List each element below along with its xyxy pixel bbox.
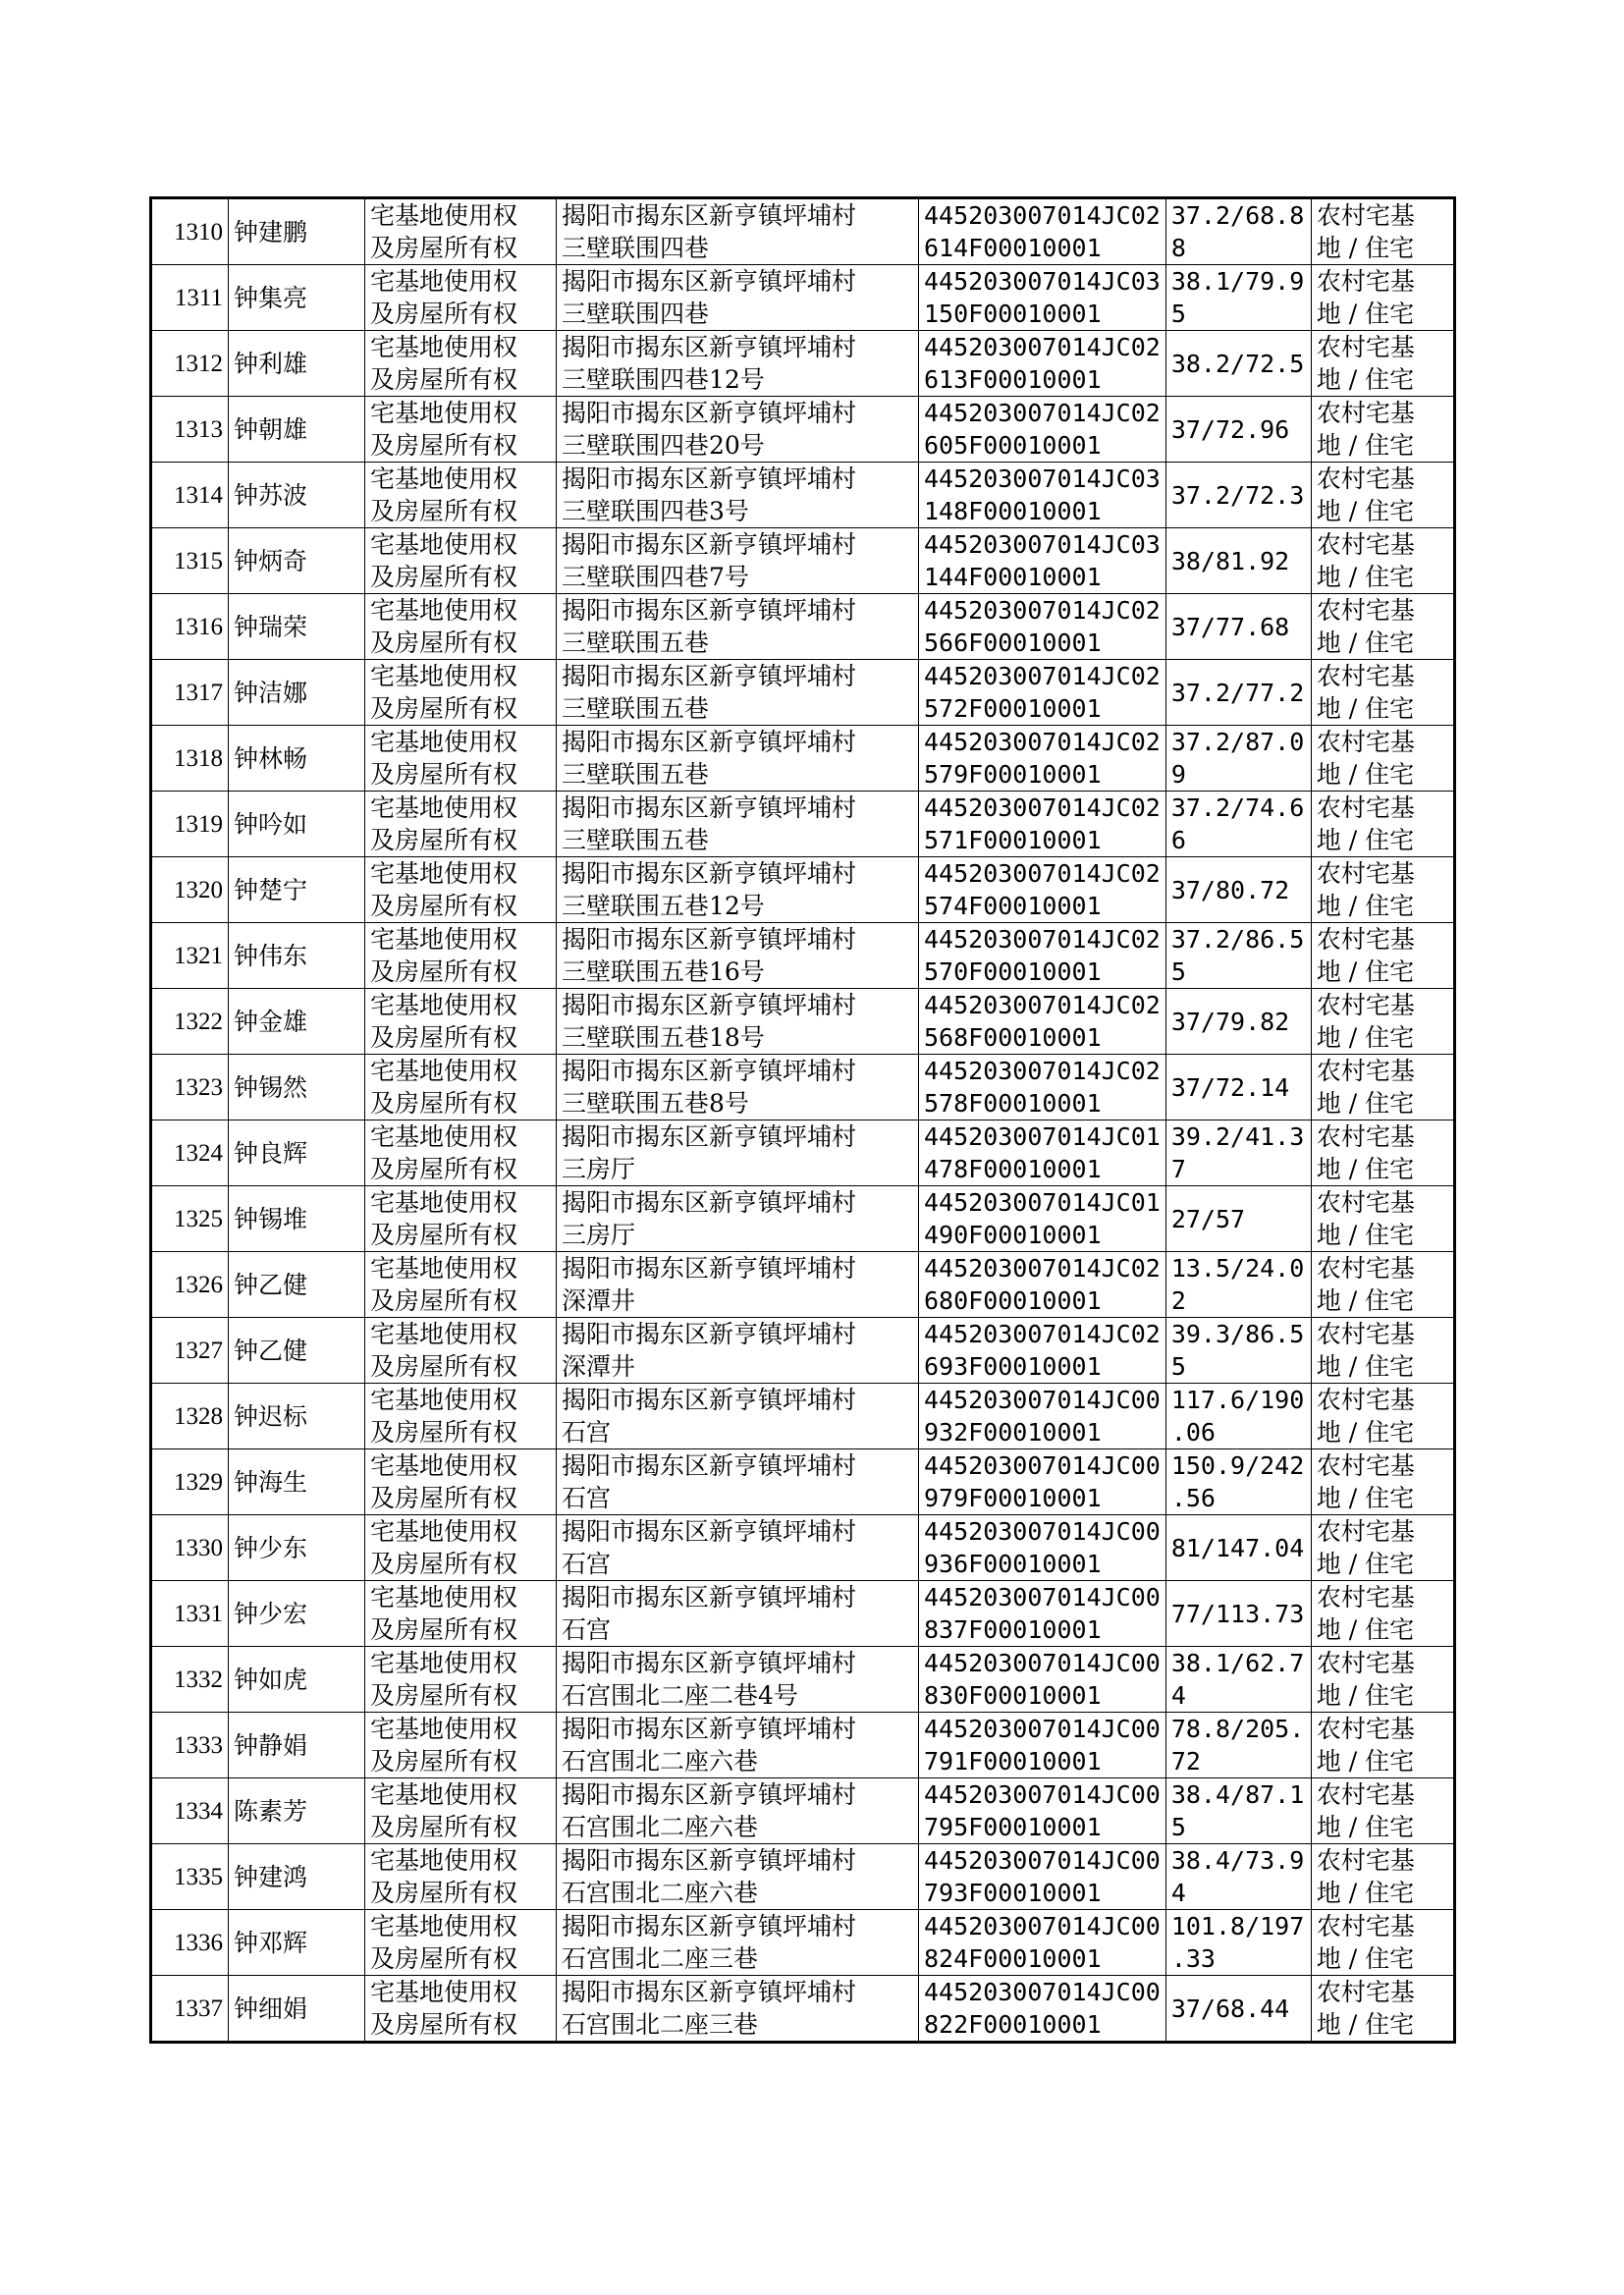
owner-name-cell: 钟邓辉 — [229, 1910, 365, 1976]
unit-code-cell: 445203007014JC02 614F00010001 — [919, 198, 1166, 265]
owner-name-cell: 钟朝雄 — [229, 397, 365, 463]
table-row — [151, 594, 1455, 660]
area-cell: 37/72.14 — [1165, 1055, 1311, 1120]
land-use-cell: 农村宅基 地 / 住宅 — [1311, 1120, 1454, 1186]
record-number-cell: 1310 — [151, 198, 229, 265]
land-use-cell: 农村宅基 地 / 住宅 — [1311, 1976, 1454, 2043]
owner-name-cell: 钟良辉 — [229, 1120, 365, 1186]
area-cell: 37/80.72 — [1165, 857, 1311, 923]
address-cell: 揭阳市揭东区新亨镇坪埔村 深潭井 — [557, 1252, 919, 1318]
record-number-cell: 1322 — [151, 989, 229, 1055]
unit-code-cell: 445203007014JC02 566F00010001 — [919, 594, 1166, 660]
area-cell: 81/147.04 — [1165, 1515, 1311, 1581]
address-cell: 揭阳市揭东区新亨镇坪埔村 三壁联围五巷 — [557, 660, 919, 726]
unit-code-cell: 445203007014JC00 793F00010001 — [919, 1844, 1166, 1910]
address-cell: 揭阳市揭东区新亨镇坪埔村 三壁联围五巷12号 — [557, 857, 919, 923]
land-use-cell: 农村宅基 地 / 住宅 — [1311, 1647, 1454, 1713]
address-cell: 揭阳市揭东区新亨镇坪埔村 石宫围北二座三巷 — [557, 1910, 919, 1976]
area-cell: 38.1/62.7 4 — [1165, 1647, 1311, 1713]
record-number-cell: 1319 — [151, 792, 229, 857]
table-row — [151, 1384, 1455, 1449]
table-row — [151, 923, 1455, 989]
unit-code-cell: 445203007014JC02 570F00010001 — [919, 923, 1166, 989]
right-type-cell: 宅基地使用权 及房屋所有权 — [365, 1449, 557, 1515]
table-row — [151, 1252, 1455, 1318]
right-type-cell: 宅基地使用权 及房屋所有权 — [365, 1384, 557, 1449]
record-number-cell: 1329 — [151, 1449, 229, 1515]
unit-code-cell: 445203007014JC00 830F00010001 — [919, 1647, 1166, 1713]
record-number-cell: 1315 — [151, 528, 229, 594]
land-use-cell: 农村宅基 地 / 住宅 — [1311, 660, 1454, 726]
right-type-cell: 宅基地使用权 及房屋所有权 — [365, 1910, 557, 1976]
record-number-cell: 1327 — [151, 1318, 229, 1384]
record-number-cell: 1333 — [151, 1713, 229, 1778]
unit-code-cell: 445203007014JC00 795F00010001 — [919, 1778, 1166, 1844]
land-use-cell: 农村宅基 地 / 住宅 — [1311, 726, 1454, 792]
table-row — [151, 1778, 1455, 1844]
land-use-cell: 农村宅基 地 / 住宅 — [1311, 1713, 1454, 1778]
owner-name-cell: 钟少宏 — [229, 1581, 365, 1647]
owner-name-cell: 钟锡堆 — [229, 1186, 365, 1252]
address-cell: 揭阳市揭东区新亨镇坪埔村 三壁联围四巷 — [557, 198, 919, 265]
area-cell: 27/57 — [1165, 1186, 1311, 1252]
right-type-cell: 宅基地使用权 及房屋所有权 — [365, 1055, 557, 1120]
table-row — [151, 331, 1455, 397]
area-cell: 38.4/73.9 4 — [1165, 1844, 1311, 1910]
land-use-cell: 农村宅基 地 / 住宅 — [1311, 265, 1454, 331]
area-cell: 38.1/79.9 5 — [1165, 265, 1311, 331]
table-row — [151, 1318, 1455, 1384]
address-cell: 揭阳市揭东区新亨镇坪埔村 石宫围北二座三巷 — [557, 1976, 919, 2043]
table-row — [151, 857, 1455, 923]
table-row — [151, 397, 1455, 463]
land-use-cell: 农村宅基 地 / 住宅 — [1311, 792, 1454, 857]
unit-code-cell: 445203007014JC00 979F00010001 — [919, 1449, 1166, 1515]
land-use-cell: 农村宅基 地 / 住宅 — [1311, 1515, 1454, 1581]
address-cell: 揭阳市揭东区新亨镇坪埔村 三壁联围四巷7号 — [557, 528, 919, 594]
record-number-cell: 1326 — [151, 1252, 229, 1318]
owner-name-cell: 钟海生 — [229, 1449, 365, 1515]
right-type-cell: 宅基地使用权 及房屋所有权 — [365, 1318, 557, 1384]
record-number-cell: 1312 — [151, 331, 229, 397]
table-row — [151, 265, 1455, 331]
right-type-cell: 宅基地使用权 及房屋所有权 — [365, 1515, 557, 1581]
address-cell: 揭阳市揭东区新亨镇坪埔村 三壁联围五巷16号 — [557, 923, 919, 989]
area-cell: 117.6/190 .06 — [1165, 1384, 1311, 1449]
owner-name-cell: 钟洁娜 — [229, 660, 365, 726]
unit-code-cell: 445203007014JC02 680F00010001 — [919, 1252, 1166, 1318]
owner-name-cell: 钟静娟 — [229, 1713, 365, 1778]
right-type-cell: 宅基地使用权 及房屋所有权 — [365, 792, 557, 857]
table-row — [151, 1910, 1455, 1976]
record-number-cell: 1311 — [151, 265, 229, 331]
record-number-cell: 1324 — [151, 1120, 229, 1186]
record-number-cell: 1316 — [151, 594, 229, 660]
address-cell: 揭阳市揭东区新亨镇坪埔村 三壁联围五巷 — [557, 792, 919, 857]
right-type-cell: 宅基地使用权 及房屋所有权 — [365, 857, 557, 923]
owner-name-cell: 钟集亮 — [229, 265, 365, 331]
unit-code-cell: 445203007014JC02 574F00010001 — [919, 857, 1166, 923]
right-type-cell: 宅基地使用权 及房屋所有权 — [365, 594, 557, 660]
address-cell: 揭阳市揭东区新亨镇坪埔村 石宫 — [557, 1384, 919, 1449]
owner-name-cell: 钟乙健 — [229, 1318, 365, 1384]
table-row — [151, 1449, 1455, 1515]
record-number-cell: 1317 — [151, 660, 229, 726]
land-use-cell: 农村宅基 地 / 住宅 — [1311, 1910, 1454, 1976]
right-type-cell: 宅基地使用权 及房屋所有权 — [365, 265, 557, 331]
table-row — [151, 463, 1455, 528]
unit-code-cell: 445203007014JC02 571F00010001 — [919, 792, 1166, 857]
land-use-cell: 农村宅基 地 / 住宅 — [1311, 594, 1454, 660]
right-type-cell: 宅基地使用权 及房屋所有权 — [365, 660, 557, 726]
unit-code-cell: 445203007014JC01 478F00010001 — [919, 1120, 1166, 1186]
right-type-cell: 宅基地使用权 及房屋所有权 — [365, 1976, 557, 2043]
owner-name-cell: 钟如虎 — [229, 1647, 365, 1713]
address-cell: 揭阳市揭东区新亨镇坪埔村 石宫围北二座六巷 — [557, 1844, 919, 1910]
record-number-cell: 1335 — [151, 1844, 229, 1910]
unit-code-cell: 445203007014JC02 579F00010001 — [919, 726, 1166, 792]
area-cell: 38.2/72.5 — [1165, 331, 1311, 397]
land-use-cell: 农村宅基 地 / 住宅 — [1311, 1252, 1454, 1318]
owner-name-cell: 钟迟标 — [229, 1384, 365, 1449]
owner-name-cell: 钟苏波 — [229, 463, 365, 528]
address-cell: 揭阳市揭东区新亨镇坪埔村 三壁联围五巷18号 — [557, 989, 919, 1055]
area-cell: 37/68.44 — [1165, 1976, 1311, 2043]
area-cell: 37.2/68.8 8 — [1165, 198, 1311, 265]
unit-code-cell: 445203007014JC02 568F00010001 — [919, 989, 1166, 1055]
record-number-cell: 1314 — [151, 463, 229, 528]
unit-code-cell: 445203007014JC03 144F00010001 — [919, 528, 1166, 594]
table-row — [151, 726, 1455, 792]
table-body — [151, 198, 1455, 2043]
right-type-cell: 宅基地使用权 及房屋所有权 — [365, 1581, 557, 1647]
owner-name-cell: 钟乙健 — [229, 1252, 365, 1318]
table-row — [151, 660, 1455, 726]
area-cell: 37/77.68 — [1165, 594, 1311, 660]
record-number-cell: 1318 — [151, 726, 229, 792]
right-type-cell: 宅基地使用权 及房屋所有权 — [365, 528, 557, 594]
address-cell: 揭阳市揭东区新亨镇坪埔村 三房厅 — [557, 1120, 919, 1186]
record-number-cell: 1336 — [151, 1910, 229, 1976]
record-number-cell: 1323 — [151, 1055, 229, 1120]
unit-code-cell: 445203007014JC02 613F00010001 — [919, 331, 1166, 397]
record-number-cell: 1321 — [151, 923, 229, 989]
table-row — [151, 792, 1455, 857]
area-cell: 13.5/24.0 2 — [1165, 1252, 1311, 1318]
unit-code-cell: 445203007014JC00 824F00010001 — [919, 1910, 1166, 1976]
owner-name-cell: 钟细娟 — [229, 1976, 365, 2043]
land-use-cell: 农村宅基 地 / 住宅 — [1311, 1384, 1454, 1449]
owner-name-cell: 钟锡然 — [229, 1055, 365, 1120]
table-row — [151, 1844, 1455, 1910]
address-cell: 揭阳市揭东区新亨镇坪埔村 石宫 — [557, 1515, 919, 1581]
right-type-cell: 宅基地使用权 及房屋所有权 — [365, 1186, 557, 1252]
land-use-cell: 农村宅基 地 / 住宅 — [1311, 397, 1454, 463]
address-cell: 揭阳市揭东区新亨镇坪埔村 三壁联围四巷12号 — [557, 331, 919, 397]
land-use-cell: 农村宅基 地 / 住宅 — [1311, 857, 1454, 923]
owner-name-cell: 钟金雄 — [229, 989, 365, 1055]
right-type-cell: 宅基地使用权 及房屋所有权 — [365, 1120, 557, 1186]
area-cell: 150.9/242 .56 — [1165, 1449, 1311, 1515]
right-type-cell: 宅基地使用权 及房屋所有权 — [365, 1713, 557, 1778]
table-row — [151, 1581, 1455, 1647]
record-number-cell: 1332 — [151, 1647, 229, 1713]
table-row — [151, 198, 1455, 265]
address-cell: 揭阳市揭东区新亨镇坪埔村 三壁联围五巷8号 — [557, 1055, 919, 1120]
unit-code-cell: 445203007014JC02 605F00010001 — [919, 397, 1166, 463]
land-use-cell: 农村宅基 地 / 住宅 — [1311, 331, 1454, 397]
address-cell: 揭阳市揭东区新亨镇坪埔村 石宫 — [557, 1449, 919, 1515]
table-row — [151, 1713, 1455, 1778]
address-cell: 揭阳市揭东区新亨镇坪埔村 三壁联围五巷 — [557, 726, 919, 792]
right-type-cell: 宅基地使用权 及房屋所有权 — [365, 989, 557, 1055]
address-cell: 揭阳市揭东区新亨镇坪埔村 石宫围北二座六巷 — [557, 1778, 919, 1844]
area-cell: 39.3/86.5 5 — [1165, 1318, 1311, 1384]
area-cell: 78.8/205. 72 — [1165, 1713, 1311, 1778]
unit-code-cell: 445203007014JC02 572F00010001 — [919, 660, 1166, 726]
right-type-cell: 宅基地使用权 及房屋所有权 — [365, 397, 557, 463]
address-cell: 揭阳市揭东区新亨镇坪埔村 三壁联围四巷3号 — [557, 463, 919, 528]
unit-code-cell: 445203007014JC01 490F00010001 — [919, 1186, 1166, 1252]
record-number-cell: 1325 — [151, 1186, 229, 1252]
area-cell: 37.2/87.0 9 — [1165, 726, 1311, 792]
owner-name-cell: 陈素芳 — [229, 1778, 365, 1844]
owner-name-cell: 钟楚宁 — [229, 857, 365, 923]
unit-code-cell: 445203007014JC02 578F00010001 — [919, 1055, 1166, 1120]
owner-name-cell: 钟少东 — [229, 1515, 365, 1581]
owner-name-cell: 钟瑞荣 — [229, 594, 365, 660]
area-cell: 37.2/86.5 5 — [1165, 923, 1311, 989]
table-row — [151, 1055, 1455, 1120]
area-cell: 37.2/77.2 — [1165, 660, 1311, 726]
land-use-cell: 农村宅基 地 / 住宅 — [1311, 1186, 1454, 1252]
record-number-cell: 1313 — [151, 397, 229, 463]
area-cell: 37.2/74.6 6 — [1165, 792, 1311, 857]
table-row — [151, 989, 1455, 1055]
unit-code-cell: 445203007014JC00 932F00010001 — [919, 1384, 1166, 1449]
owner-name-cell: 钟吟如 — [229, 792, 365, 857]
owner-name-cell: 钟建鹏 — [229, 198, 365, 265]
record-number-cell: 1334 — [151, 1778, 229, 1844]
record-number-cell: 1330 — [151, 1515, 229, 1581]
unit-code-cell: 445203007014JC02 693F00010001 — [919, 1318, 1166, 1384]
area-cell: 38.4/87.1 5 — [1165, 1778, 1311, 1844]
land-use-cell: 农村宅基 地 / 住宅 — [1311, 463, 1454, 528]
area-cell: 38/81.92 — [1165, 528, 1311, 594]
unit-code-cell: 445203007014JC00 791F00010001 — [919, 1713, 1166, 1778]
table-row — [151, 1186, 1455, 1252]
owner-name-cell: 钟利雄 — [229, 331, 365, 397]
owner-name-cell: 钟建鸿 — [229, 1844, 365, 1910]
land-use-cell: 农村宅基 地 / 住宅 — [1311, 1449, 1454, 1515]
table-row — [151, 1515, 1455, 1581]
owner-name-cell: 钟林畅 — [229, 726, 365, 792]
unit-code-cell: 445203007014JC00 837F00010001 — [919, 1581, 1166, 1647]
area-cell: 37/72.96 — [1165, 397, 1311, 463]
area-cell: 39.2/41.3 7 — [1165, 1120, 1311, 1186]
land-use-cell: 农村宅基 地 / 住宅 — [1311, 1778, 1454, 1844]
unit-code-cell: 445203007014JC03 150F00010001 — [919, 265, 1166, 331]
table-row — [151, 1120, 1455, 1186]
area-cell: 101.8/197 .33 — [1165, 1910, 1311, 1976]
right-type-cell: 宅基地使用权 及房屋所有权 — [365, 923, 557, 989]
land-use-cell: 农村宅基 地 / 住宅 — [1311, 1318, 1454, 1384]
record-number-cell: 1320 — [151, 857, 229, 923]
address-cell: 揭阳市揭东区新亨镇坪埔村 石宫围北二座六巷 — [557, 1713, 919, 1778]
right-type-cell: 宅基地使用权 及房屋所有权 — [365, 331, 557, 397]
land-use-cell: 农村宅基 地 / 住宅 — [1311, 198, 1454, 265]
address-cell: 揭阳市揭东区新亨镇坪埔村 三房厅 — [557, 1186, 919, 1252]
registration-table — [149, 196, 1456, 2044]
right-type-cell: 宅基地使用权 及房屋所有权 — [365, 1844, 557, 1910]
address-cell: 揭阳市揭东区新亨镇坪埔村 石宫围北二座二巷4号 — [557, 1647, 919, 1713]
right-type-cell: 宅基地使用权 及房屋所有权 — [365, 726, 557, 792]
right-type-cell: 宅基地使用权 及房屋所有权 — [365, 1647, 557, 1713]
owner-name-cell: 钟伟东 — [229, 923, 365, 989]
record-number-cell: 1337 — [151, 1976, 229, 2043]
address-cell: 揭阳市揭东区新亨镇坪埔村 石宫 — [557, 1581, 919, 1647]
right-type-cell: 宅基地使用权 及房屋所有权 — [365, 463, 557, 528]
table-row — [151, 528, 1455, 594]
land-use-cell: 农村宅基 地 / 住宅 — [1311, 923, 1454, 989]
record-number-cell: 1331 — [151, 1581, 229, 1647]
land-use-cell: 农村宅基 地 / 住宅 — [1311, 1844, 1454, 1910]
right-type-cell: 宅基地使用权 及房屋所有权 — [365, 1252, 557, 1318]
area-cell: 37/79.82 — [1165, 989, 1311, 1055]
table-row — [151, 1647, 1455, 1713]
address-cell: 揭阳市揭东区新亨镇坪埔村 三壁联围四巷20号 — [557, 397, 919, 463]
unit-code-cell: 445203007014JC00 936F00010001 — [919, 1515, 1166, 1581]
unit-code-cell: 445203007014JC03 148F00010001 — [919, 463, 1166, 528]
unit-code-cell: 445203007014JC00 822F00010001 — [919, 1976, 1166, 2043]
land-use-cell: 农村宅基 地 / 住宅 — [1311, 1055, 1454, 1120]
record-number-cell: 1328 — [151, 1384, 229, 1449]
right-type-cell: 宅基地使用权 及房屋所有权 — [365, 1778, 557, 1844]
area-cell: 37.2/72.3 — [1165, 463, 1311, 528]
address-cell: 揭阳市揭东区新亨镇坪埔村 三壁联围四巷 — [557, 265, 919, 331]
address-cell: 揭阳市揭东区新亨镇坪埔村 三壁联围五巷 — [557, 594, 919, 660]
address-cell: 揭阳市揭东区新亨镇坪埔村 深潭井 — [557, 1318, 919, 1384]
area-cell: 77/113.73 — [1165, 1581, 1311, 1647]
land-use-cell: 农村宅基 地 / 住宅 — [1311, 528, 1454, 594]
land-use-cell: 农村宅基 地 / 住宅 — [1311, 1581, 1454, 1647]
land-use-cell: 农村宅基 地 / 住宅 — [1311, 989, 1454, 1055]
table-row — [151, 1976, 1455, 2043]
owner-name-cell: 钟炳奇 — [229, 528, 365, 594]
right-type-cell: 宅基地使用权 及房屋所有权 — [365, 198, 557, 265]
